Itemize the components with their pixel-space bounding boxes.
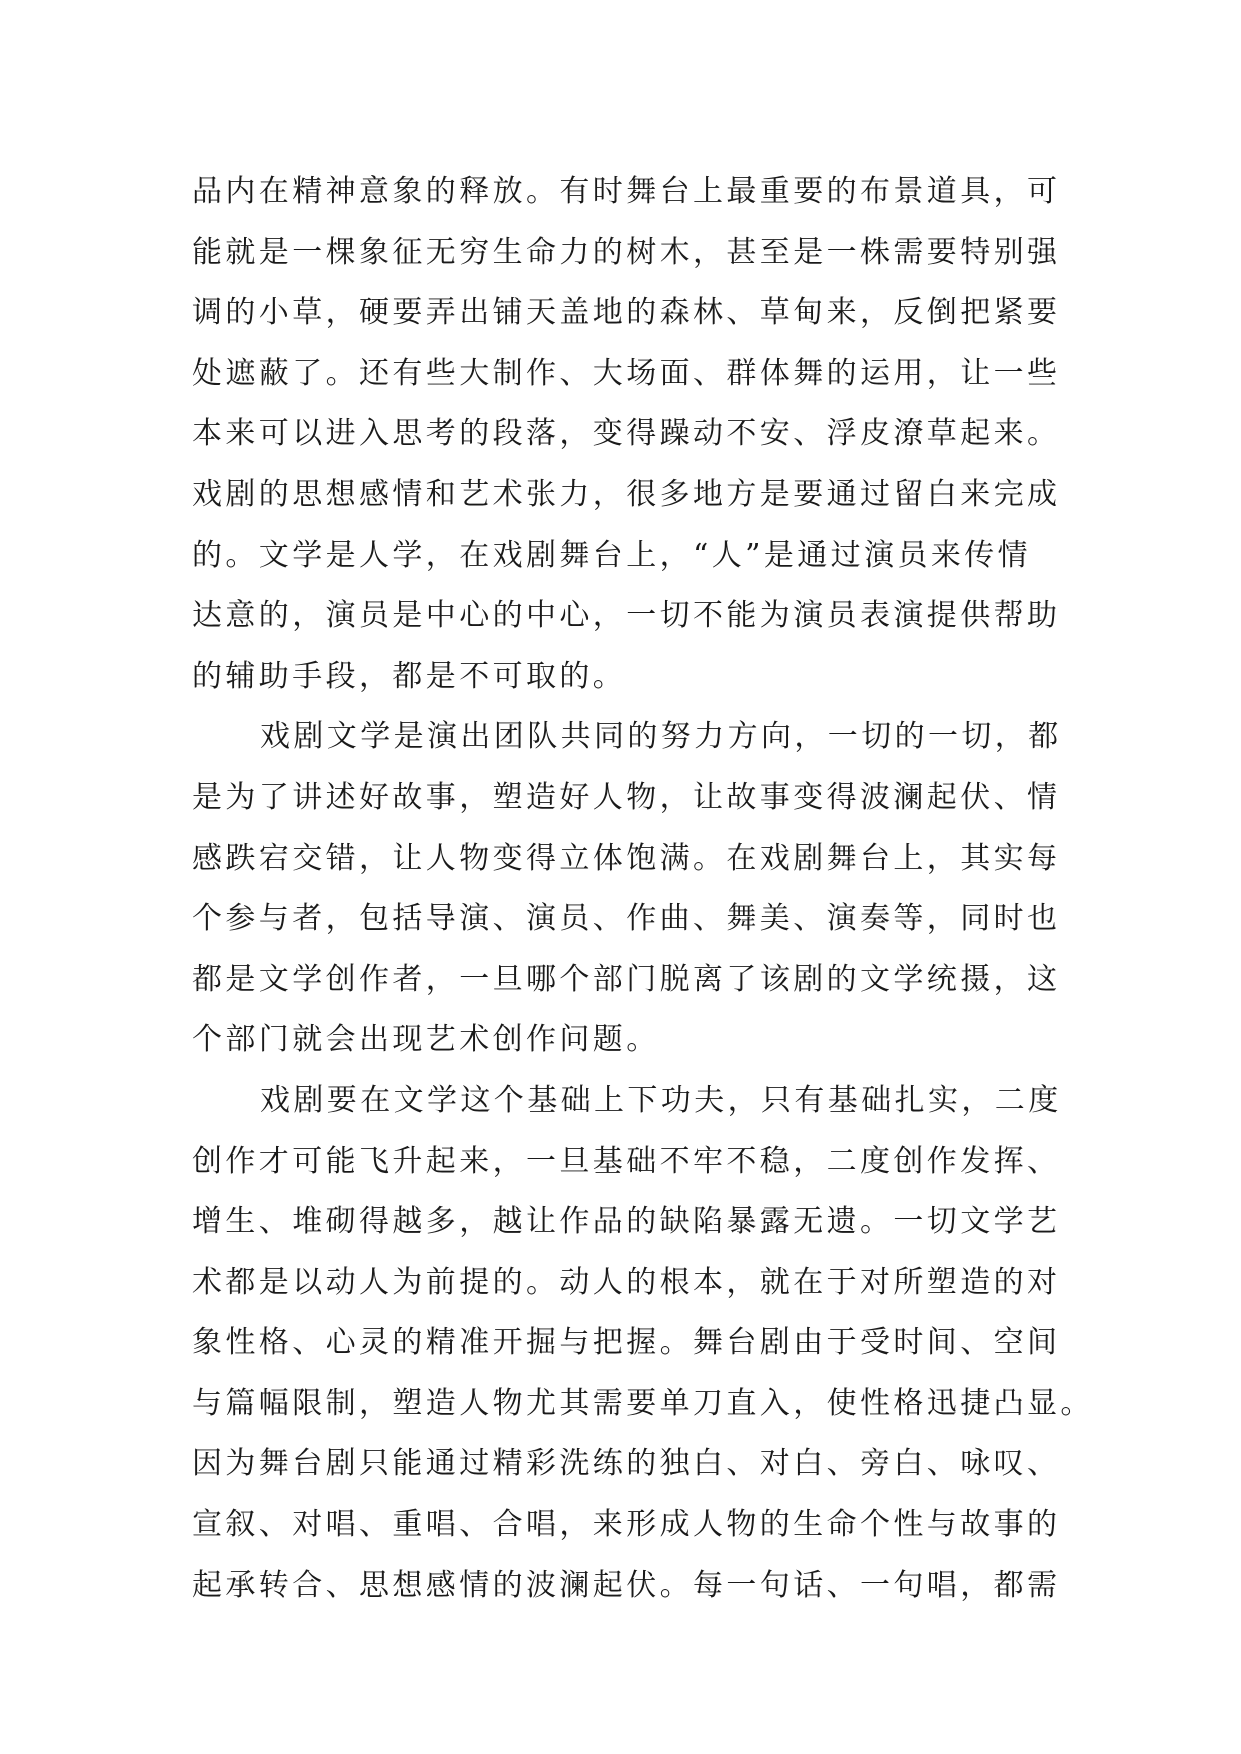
text-line: 术都是以动人为前提的。动人的根本，就在于对所塑造的对 [192,1264,1061,1300]
text-line: 调的小草，硬要弄出铺天盖地的森林、草甸来，反倒把紧要 [192,295,1061,331]
body-text [192,162,1094,1616]
text-line: 的。文学是人学，在戏剧舞台上，“人”是通过演员来传情 [192,537,1032,573]
text-line: 与篇幅限制，塑造人物尤其需要单刀直入，使性格迅捷凸显。 [192,1385,1094,1421]
text-line: 达意的，演员是中心的中心，一切不能为演员表演提供帮助 [192,598,1061,634]
text-line: 感跌宕交错，让人物变得立体饱满。在戏剧舞台上，其实每 [192,840,1061,876]
text-line: 品内在精神意象的释放。有时舞台上最重要的布景道具，可 [192,174,1061,209]
text-line: 增生、堆砌得越多，越让作品的缺陷暴露无遗。一切文学艺 [192,1204,1061,1240]
text-line: 因为舞台剧只能通过精彩洗练的独白、对白、旁白、咏叹、 [192,1446,1061,1482]
text-line: 是为了讲述好故事，塑造好人物，让故事变得波澜起伏、情 [192,779,1061,815]
text-line: 宣叙、对唱、重唱、合唱，来形成人物的生命个性与故事的 [192,1507,1061,1543]
text-line: 起承转合、思想感情的波澜起伏。每一句话、一句唱，都需 [192,1567,1061,1603]
text-line: 个参与者，包括导演、演员、作曲、舞美、演奏等，同时也 [192,901,1061,937]
text-line: 戏剧的思想感情和艺术张力，很多地方是要通过留白来完成 [192,476,1061,512]
text-line: 创作才可能飞升起来，一旦基础不牢不稳，二度创作发挥、 [192,1143,1061,1179]
text-line: 能就是一棵象征无穷生命力的树木，甚至是一株需要特别强 [192,234,1061,270]
text-line: 都是文学创作者，一旦哪个部门脱离了该剧的文学统摄，这 [192,961,1061,997]
text-line: 戏剧文学是演出团队共同的努力方向，一切的一切，都 [260,719,1062,755]
text-line: 本来可以进入思考的段落，变得躁动不安、浮皮潦草起来。 [192,416,1061,452]
text-line: 个部门就会出现艺术创作问题。 [192,1022,660,1058]
text-line: 戏剧要在文学这个基础上下功夫，只有基础扎实，二度 [260,1082,1062,1118]
text-line: 处遮蔽了。还有些大制作、大场面、群体舞的运用，让一些 [192,355,1061,391]
text-line: 的辅助手段，都是不可取的。 [192,658,627,694]
text-line: 象性格、心灵的精准开掘与把握。舞台剧由于受时间、空间 [192,1325,1061,1361]
